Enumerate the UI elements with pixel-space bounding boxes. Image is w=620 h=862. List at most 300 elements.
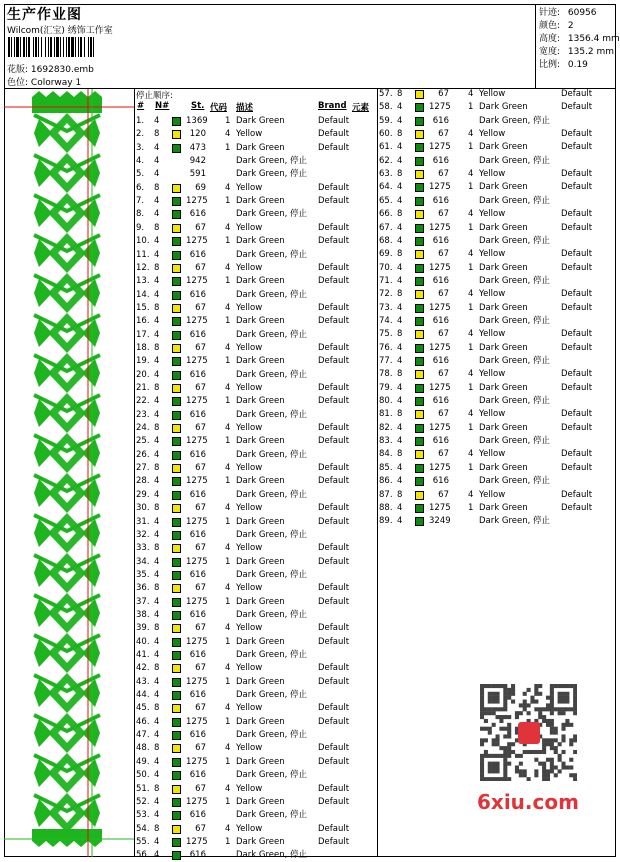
row-description: Dark Green <box>479 422 528 433</box>
row-needle: 4 <box>154 730 160 741</box>
row-description: Dark Green <box>236 436 285 447</box>
row-needle: 8 <box>154 129 160 140</box>
qr-module <box>554 765 558 769</box>
row-description: Yellow <box>479 169 506 180</box>
color-swatch <box>172 437 181 446</box>
row-needle: 4 <box>154 209 160 220</box>
row-code: 1 <box>225 316 231 327</box>
row-stitches: 1275 <box>429 422 451 433</box>
qr-module <box>550 738 554 742</box>
row-needle: 4 <box>154 196 160 207</box>
row-code: 1 <box>225 836 231 847</box>
row-number: 22. <box>136 396 150 407</box>
table-row <box>379 515 615 528</box>
row-description: Yellow <box>236 783 263 794</box>
qr-module <box>507 731 511 735</box>
qr-module <box>480 777 484 781</box>
row-number: 78. <box>379 369 393 380</box>
row-stitches: 1275 <box>429 302 451 313</box>
qr-module <box>534 692 538 696</box>
qr-module <box>573 684 577 688</box>
row-description: Dark Green <box>479 262 528 273</box>
row-needle: 8 <box>154 823 160 834</box>
qr-module <box>569 684 573 688</box>
qr-module <box>558 692 562 696</box>
row-number: 67. <box>379 222 393 233</box>
row-stitches: 1275 <box>186 356 208 367</box>
qr-module <box>515 765 519 769</box>
color-swatch <box>172 477 181 486</box>
color-swatch <box>172 424 181 433</box>
row-brand: Default <box>318 583 350 594</box>
qr-module <box>480 700 484 704</box>
row-needle: 4 <box>397 182 403 193</box>
row-number: 30. <box>136 503 150 514</box>
row-needle: 4 <box>154 676 160 687</box>
row-description: Dark Green <box>479 302 528 313</box>
qr-module <box>499 777 503 781</box>
row-stitches: 67 <box>195 543 206 554</box>
row-stitches: 616 <box>189 529 206 540</box>
row-number: 89. <box>379 516 393 527</box>
row-number: 25. <box>136 436 150 447</box>
table-row <box>136 235 372 248</box>
qr-module <box>546 758 550 762</box>
qr-module <box>569 738 573 742</box>
row-needle: 4 <box>154 810 160 821</box>
row-stitches: 1275 <box>186 476 208 487</box>
stat-line <box>539 44 614 57</box>
qr-module <box>507 750 511 754</box>
row-description: Dark Green <box>236 396 285 407</box>
row-stitches: 67 <box>438 369 449 380</box>
color-swatch <box>415 464 424 473</box>
row-stitches: 1275 <box>186 796 208 807</box>
row-needle: 4 <box>397 436 403 447</box>
qr-module <box>519 773 523 777</box>
qr-module <box>496 715 500 719</box>
row-number: 42. <box>136 663 150 674</box>
row-stitches: 616 <box>189 690 206 701</box>
qr-module <box>573 707 577 711</box>
row-needle: 8 <box>154 543 160 554</box>
qr-module <box>561 734 565 738</box>
row-needle: 4 <box>397 476 403 487</box>
stat-line <box>539 57 588 70</box>
color-swatch <box>172 704 181 713</box>
qr-module <box>507 746 511 750</box>
color-swatch <box>172 798 181 807</box>
embroidery-pattern <box>4 89 134 857</box>
row-needle: 8 <box>154 463 160 474</box>
color-swatch <box>415 357 424 366</box>
row-stitches: 616 <box>432 195 449 206</box>
qr-module <box>480 703 484 707</box>
row-needle: 4 <box>154 396 160 407</box>
qr-module <box>511 688 515 692</box>
qr-module <box>503 692 507 696</box>
row-number: 50. <box>136 770 150 781</box>
row-stitches: 67 <box>195 302 206 313</box>
row-needle: 4 <box>397 262 403 273</box>
row-stitches: 1275 <box>186 556 208 567</box>
row-number: 71. <box>379 275 393 286</box>
design-file-line <box>7 62 94 75</box>
qr-module <box>550 769 554 773</box>
qr-module <box>480 684 484 688</box>
row-needle: 8 <box>154 703 160 714</box>
color-swatch <box>172 544 181 553</box>
row-brand: Default <box>318 596 350 607</box>
row-needle: 4 <box>397 115 403 126</box>
row-code: 4 <box>468 329 474 340</box>
row-description: Dark Green, 停止 <box>236 289 308 300</box>
row-description: Dark Green, 停止 <box>236 850 308 861</box>
colorway-label: 色位: <box>7 78 29 88</box>
qr-module <box>484 738 488 742</box>
qr-module <box>558 711 562 715</box>
row-number: 8. <box>136 209 145 220</box>
row-stitches: 3249 <box>429 516 451 527</box>
table-row <box>136 489 372 502</box>
row-brand: Default <box>561 249 593 260</box>
table-row <box>379 382 615 395</box>
row-number: 72. <box>379 289 393 300</box>
row-number: 20. <box>136 369 150 380</box>
color-swatch <box>172 130 181 139</box>
row-code: 1 <box>468 382 474 393</box>
color-swatch <box>415 197 424 206</box>
qr-module <box>538 715 542 719</box>
qr-module <box>496 762 500 766</box>
qr-module <box>484 727 488 731</box>
color-swatch <box>172 304 181 313</box>
row-needle: 8 <box>154 743 160 754</box>
embroidery-preview <box>4 89 134 857</box>
color-swatch <box>172 611 181 620</box>
row-stitches: 616 <box>432 275 449 286</box>
table-row <box>136 475 372 488</box>
table-row <box>136 342 372 355</box>
color-swatch <box>172 771 181 780</box>
qr-module <box>534 750 538 754</box>
row-brand: Default <box>561 182 593 193</box>
row-needle: 4 <box>154 489 160 500</box>
qr-module <box>538 684 542 688</box>
qr-module <box>496 738 500 742</box>
table-row <box>136 622 372 635</box>
qr-module <box>542 750 546 754</box>
qr-module <box>527 711 531 715</box>
row-code: 4 <box>225 423 231 434</box>
qr-module <box>515 769 519 773</box>
row-description: Dark Green <box>236 276 285 287</box>
table-row <box>136 556 372 569</box>
qr-module <box>499 707 503 711</box>
table-row <box>379 115 615 128</box>
row-brand: Default <box>561 462 593 473</box>
color-swatch <box>172 144 181 153</box>
row-code: 4 <box>225 302 231 313</box>
qr-module <box>496 769 500 773</box>
row-description: Dark Green, 停止 <box>236 409 308 420</box>
table-row <box>379 502 615 515</box>
row-needle: 4 <box>397 382 403 393</box>
row-brand: Default <box>318 636 350 647</box>
qr-module <box>519 703 523 707</box>
row-number: 70. <box>379 262 393 273</box>
row-number: 44. <box>136 690 150 701</box>
color-swatch <box>172 237 181 246</box>
qr-module <box>523 773 527 777</box>
row-needle: 4 <box>154 369 160 380</box>
row-description: Dark Green, 停止 <box>479 155 551 166</box>
row-description: Dark Green, 停止 <box>479 476 551 487</box>
qr-module <box>488 727 492 731</box>
row-brand: Default <box>318 743 350 754</box>
row-needle: 4 <box>154 116 160 126</box>
row-code: 4 <box>225 129 231 140</box>
qr-module <box>492 684 496 688</box>
row-brand: Default <box>318 316 350 327</box>
qr-module <box>550 762 554 766</box>
row-description: Dark Green, 停止 <box>236 449 308 460</box>
qr-module <box>523 750 527 754</box>
color-swatch <box>172 624 181 633</box>
row-needle: 8 <box>397 249 403 260</box>
color-swatch <box>415 90 424 99</box>
row-needle: 4 <box>154 516 160 527</box>
row-stitches: 1275 <box>186 236 208 247</box>
row-description: Dark Green, 停止 <box>236 209 308 220</box>
row-needle: 4 <box>397 342 403 353</box>
table-row <box>379 195 615 208</box>
stat-value: 60956 <box>565 8 597 18</box>
table-row <box>379 288 615 301</box>
qr-module <box>561 762 565 766</box>
row-stitches: 616 <box>189 569 206 580</box>
row-stitches: 67 <box>195 703 206 714</box>
qr-module <box>573 688 577 692</box>
qr-module <box>573 700 577 704</box>
row-stitches: 1369 <box>186 116 208 126</box>
qr-module <box>503 734 507 738</box>
row-needle: 8 <box>397 89 403 99</box>
color-swatch <box>172 785 181 794</box>
row-stitches: 616 <box>432 476 449 487</box>
row-number: 43. <box>136 676 150 687</box>
row-number: 16. <box>136 316 150 327</box>
color-swatch <box>172 464 181 473</box>
row-code: 1 <box>468 302 474 313</box>
table-row <box>136 142 372 155</box>
qr-module <box>550 765 554 769</box>
qr-module <box>554 750 558 754</box>
row-number: 64. <box>379 182 393 193</box>
row-number: 51. <box>136 783 150 794</box>
color-swatch <box>172 504 181 513</box>
row-code: 4 <box>225 743 231 754</box>
row-code: 4 <box>468 489 474 500</box>
row-description: Dark Green <box>479 462 528 473</box>
qr-module <box>503 765 507 769</box>
row-stitches: 67 <box>438 169 449 180</box>
row-code: 4 <box>468 169 474 180</box>
row-stitches: 1275 <box>186 516 208 527</box>
row-description: Dark Green <box>236 716 285 727</box>
qr-module <box>515 754 519 758</box>
table-row <box>379 181 615 194</box>
table-row <box>136 208 372 221</box>
row-needle: 4 <box>154 529 160 540</box>
row-brand: Default <box>561 129 593 140</box>
qr-module <box>550 711 554 715</box>
stop-sequence-title: 停止顺序: <box>136 91 173 101</box>
table-row <box>379 141 615 154</box>
row-code: 4 <box>225 783 231 794</box>
row-brand: Default <box>561 489 593 500</box>
row-needle: 4 <box>397 315 403 326</box>
row-brand: Default <box>318 436 350 447</box>
qr-module <box>550 696 554 700</box>
row-needle: 8 <box>154 583 160 594</box>
row-needle: 4 <box>397 142 403 153</box>
colorway-value: Colorway 1 <box>30 78 82 88</box>
row-number: 54. <box>136 823 150 834</box>
row-code: 4 <box>468 209 474 220</box>
stat-label: 比例: <box>539 60 561 70</box>
row-number: 57. <box>379 89 393 99</box>
table-row <box>379 315 615 328</box>
qr-module <box>534 700 538 704</box>
qr-module <box>484 719 488 723</box>
qr-module <box>492 696 496 700</box>
color-swatch <box>172 371 181 380</box>
row-needle: 4 <box>154 609 160 620</box>
row-number: 5. <box>136 169 145 180</box>
row-needle: 4 <box>154 329 160 340</box>
qr-module <box>546 703 550 707</box>
row-number: 4. <box>136 156 145 167</box>
table-row <box>136 676 372 689</box>
row-needle: 8 <box>397 409 403 420</box>
row-stitches: 67 <box>195 583 206 594</box>
row-brand: Default <box>561 169 593 180</box>
table-row <box>379 302 615 315</box>
row-brand: Default <box>318 476 350 487</box>
color-swatch <box>172 518 181 527</box>
row-needle: 4 <box>154 436 160 447</box>
row-description: Yellow <box>479 129 506 140</box>
color-swatch <box>415 264 424 273</box>
row-number: 77. <box>379 356 393 366</box>
row-number: 23. <box>136 409 150 420</box>
row-description: Dark Green <box>236 116 285 126</box>
row-needle: 4 <box>397 275 403 286</box>
col-header-brand: Brand <box>318 101 347 111</box>
row-code: 4 <box>225 823 231 834</box>
qr-module <box>488 711 492 715</box>
qr-module <box>565 696 569 700</box>
row-number: 59. <box>379 115 393 126</box>
row-description: Dark Green <box>236 796 285 807</box>
color-swatch <box>172 451 181 460</box>
row-brand: Default <box>561 209 593 220</box>
row-description: Yellow <box>236 823 263 834</box>
qr-module <box>546 777 550 781</box>
color-swatch <box>415 130 424 139</box>
row-needle: 4 <box>154 636 160 647</box>
qr-module <box>561 727 565 731</box>
qr-module <box>492 723 496 727</box>
qr-module <box>561 765 565 769</box>
row-needle: 4 <box>154 142 160 153</box>
qr-module <box>496 754 500 758</box>
qr-module <box>527 750 531 754</box>
color-swatch <box>415 330 424 339</box>
row-stitches: 473 <box>189 142 206 153</box>
table-row <box>379 355 615 368</box>
colorway-line <box>7 75 81 88</box>
row-stitches: 942 <box>189 156 206 167</box>
row-stitches: 1275 <box>186 756 208 767</box>
qr-module <box>499 754 503 758</box>
table-row <box>136 756 372 769</box>
qr-module <box>488 684 492 688</box>
row-stitches: 67 <box>195 383 206 393</box>
row-brand: Default <box>561 422 593 433</box>
row-number: 53. <box>136 810 150 821</box>
qr-module <box>565 684 569 688</box>
table-row <box>136 529 372 542</box>
row-needle: 8 <box>154 302 160 313</box>
qr-module <box>565 719 569 723</box>
row-code: 4 <box>225 663 231 674</box>
color-swatch <box>415 491 424 500</box>
row-description: Yellow <box>236 423 263 434</box>
qr-module <box>499 727 503 731</box>
qr-module <box>554 773 558 777</box>
row-description: Yellow <box>479 209 506 220</box>
qr-module <box>546 723 550 727</box>
row-code: 1 <box>225 676 231 687</box>
color-swatch <box>172 731 181 740</box>
qr-module <box>488 731 492 735</box>
row-stitches: 67 <box>438 289 449 300</box>
qr-module <box>542 762 546 766</box>
color-swatch <box>172 718 181 727</box>
row-number: 26. <box>136 449 150 460</box>
qr-module <box>550 719 554 723</box>
table-row <box>136 315 372 328</box>
qr-module <box>503 727 507 731</box>
row-code: 4 <box>225 703 231 714</box>
row-number: 62. <box>379 155 393 166</box>
qr-module <box>503 754 507 758</box>
row-number: 66. <box>379 209 393 220</box>
row-description: Dark Green <box>479 142 528 153</box>
row-needle: 4 <box>154 796 160 807</box>
row-stitches: 616 <box>189 409 206 420</box>
table-row <box>136 769 372 782</box>
row-stitches: 67 <box>195 823 206 834</box>
row-brand: Default <box>318 783 350 794</box>
stat-line <box>539 18 574 31</box>
col-header-stitches: St. <box>191 101 205 111</box>
table-row <box>379 395 615 408</box>
qr-module <box>550 723 554 727</box>
row-stitches: 616 <box>189 650 206 660</box>
